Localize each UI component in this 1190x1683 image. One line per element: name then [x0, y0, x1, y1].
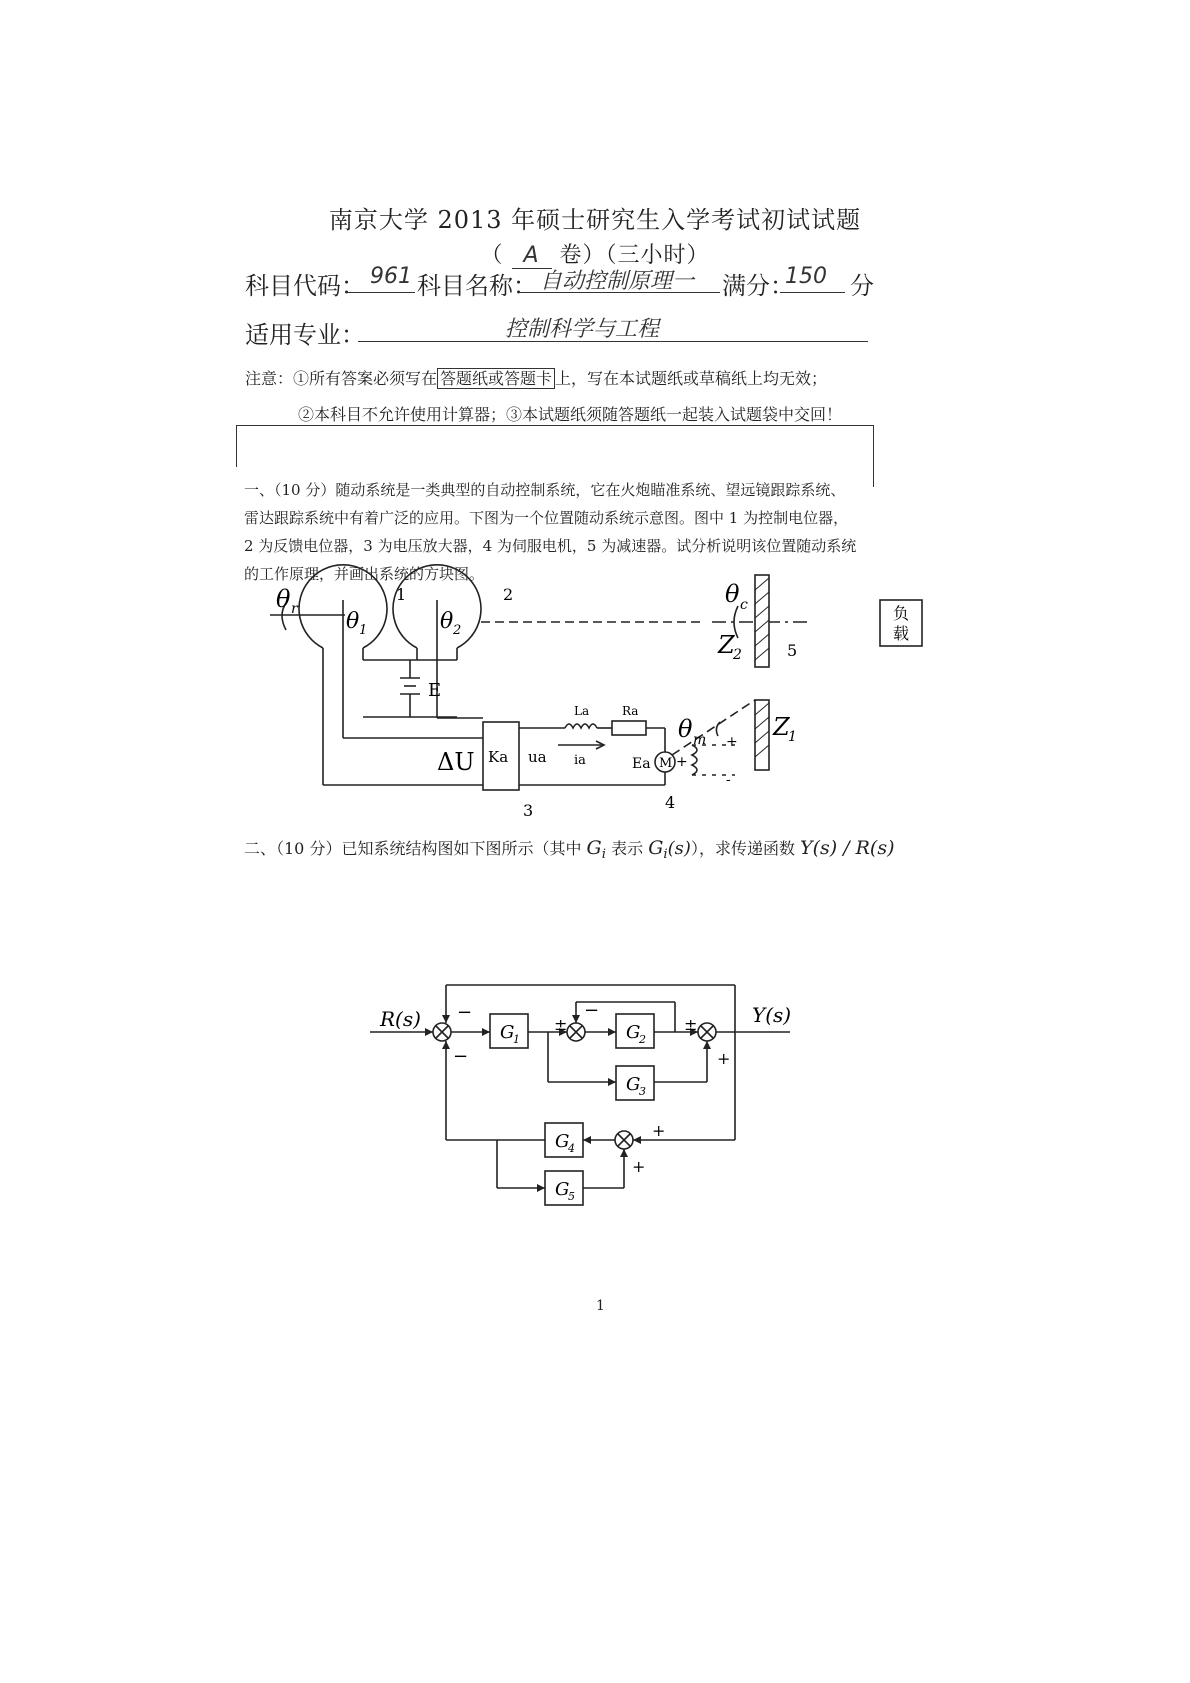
label-theta-2: θ [440, 609, 454, 634]
sign-sj3-left: ± [684, 1015, 698, 1034]
score-unit: 分 [850, 272, 874, 300]
sign-sj2-top: − [584, 1000, 600, 1021]
code-value: 961 [370, 264, 412, 289]
label-La: La [574, 704, 590, 718]
arrowheads [425, 1015, 711, 1192]
label-G3: G [626, 1074, 641, 1095]
code-label: 科目代码： [245, 272, 365, 300]
sign-sj1-top: − [457, 1002, 473, 1023]
label-theta-1-sub: 1 [359, 623, 368, 638]
label-G2: G [626, 1022, 641, 1043]
score-label: 满分： [722, 272, 794, 300]
q2-text-mid: 表示 [606, 839, 649, 858]
label-theta-m: θ [678, 715, 693, 743]
page-mark: 1 [596, 1298, 605, 1314]
label-4: 4 [665, 793, 676, 812]
name-value: 自动控制原理一 [540, 269, 695, 294]
sign-sj1-bottom: − [453, 1046, 469, 1067]
label-Z1-sub: 1 [788, 729, 797, 745]
label-theta-c: θ [725, 580, 740, 608]
label-Ka: Ka [488, 748, 509, 766]
sign-sj3-bottom: + [717, 1049, 731, 1068]
q2-text-pre: 二、（10 分）已知系统结构图如下图所示（其中 [244, 839, 587, 858]
q2-Gis: G [648, 837, 664, 859]
label-G5-sub: 5 [568, 1190, 575, 1203]
major-value: 控制科学与工程 [505, 317, 660, 342]
label-ua: ua [528, 748, 547, 766]
label-Ea: Ea [632, 756, 651, 772]
label-G2-sub: 2 [639, 1033, 646, 1046]
label-minus-winding: - [726, 772, 731, 788]
label-load-1: 负 [893, 604, 910, 623]
label-plus-winding: + [726, 734, 738, 750]
major-label: 适用专业： [245, 321, 365, 349]
label-G5: G [555, 1179, 570, 1200]
label-G1-sub: 1 [513, 1033, 520, 1046]
q2-Gis-sub: i [663, 847, 668, 863]
notice-line-2: ②本科目不允许使用计算器；③本试题纸须随答题纸一起装入试题袋中交回！ [298, 405, 843, 424]
label-2: 2 [503, 585, 514, 604]
q2-Gis-arg: (s) [667, 838, 691, 859]
q1-line-4: 的工作原理，并画出系统的方块图。 [244, 565, 485, 583]
q2-Gi: G [586, 837, 602, 859]
label-G3-sub: 3 [639, 1085, 646, 1098]
subtitle-open: （ [480, 243, 504, 268]
q2-Gi-sub: i [601, 847, 606, 863]
q2-transfer-function: Y(s) / R(s) [800, 837, 895, 859]
q1-line-2: 雷达跟踪系统中有着广泛的应用。下图为一个位置随动系统示意图。图中 1 为控制电位器， [244, 509, 849, 527]
sign-sj4-bottom: + [632, 1157, 646, 1176]
label-R: R(s) [380, 1007, 421, 1031]
label-E: E [428, 680, 442, 701]
paper-version: A [512, 243, 552, 269]
label-Ra: Ra [622, 704, 639, 718]
notice-line-1-post: 上，写在本试题纸或草稿纸上均无效； [555, 369, 828, 388]
subtitle-close: 卷）（三小时） [559, 243, 710, 268]
label-delta-u: ΔU [437, 748, 475, 776]
name-label: 科目名称： [417, 272, 537, 300]
sign-sj4-right: + [652, 1121, 666, 1140]
label-theta-2-sub: 2 [453, 623, 462, 638]
label-theta-m-sub: m [693, 732, 707, 748]
label-G4-sub: 4 [568, 1142, 575, 1155]
label-theta-1: θ [346, 609, 360, 634]
sign-sj2-left: ± [554, 1015, 568, 1034]
label-load-2: 载 [893, 624, 910, 643]
q1-line-1: 一、（10 分）随动系统是一类典型的自动控制系统，它在火炮瞄准系统、望远镜跟踪系统、 [244, 481, 846, 499]
exam-title: 南京大学 2013 年硕士研究生入学考试初试试题 [328, 206, 862, 234]
label-Z1: Z [773, 713, 790, 741]
label-G1: G [500, 1022, 515, 1043]
label-theta-r: θ [276, 585, 291, 613]
label-Y: Y(s) [752, 1003, 792, 1027]
label-ia: ia [574, 753, 586, 768]
label-M: M [659, 756, 673, 771]
label-3: 3 [523, 801, 534, 820]
label-G4: G [555, 1131, 570, 1152]
label-Z2: Z [718, 631, 735, 659]
q1-line-3: 2 为反馈电位器，3 为电压放大器，4 为伺服电机，5 为减速器。试分析说明该位置随动系统 [244, 537, 857, 555]
label-theta-c-sub: c [740, 597, 748, 613]
notice-answer-sheet-box: 答题纸或答题卡 [437, 368, 555, 389]
label-theta-r-sub: r [291, 601, 298, 617]
label-Z2-sub: 2 [733, 647, 742, 663]
notice-line-1-pre: 注意：①所有答案必须写在 [245, 369, 438, 388]
score-value: 150 [785, 264, 827, 289]
label-5: 5 [787, 641, 798, 660]
label-1: 1 [396, 585, 407, 604]
q2-text-post: ），求传递函数 [690, 839, 801, 858]
label-plus-field: + [676, 754, 688, 770]
